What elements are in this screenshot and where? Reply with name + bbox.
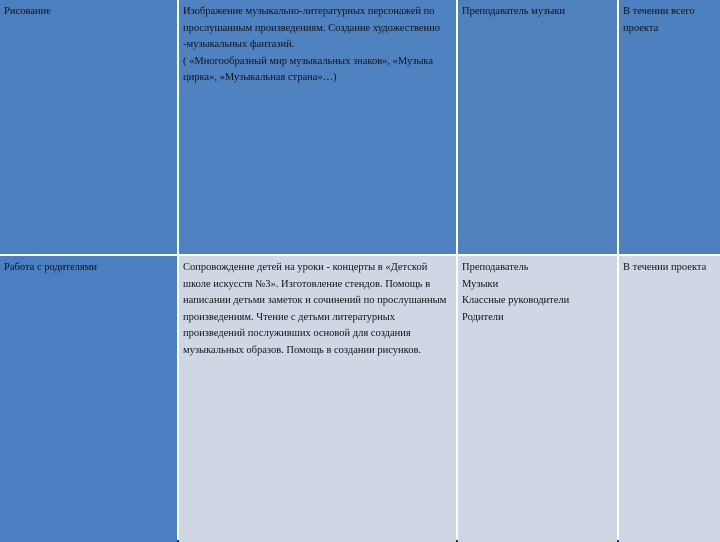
table-cell-description: Изображение музыкально-литературных персонажей по прослушанным произведениям. Создание художественно -музыкальных фантазий. ( «Многообразный мир музыкальных знаков», «Музыка цирка», «Музыкальная страна»…): [179, 0, 456, 254]
table-cell-period: В течении проекта: [619, 256, 720, 542]
table-cell-period: В течении всего проекта: [619, 0, 720, 254]
table-cell-activity: Работа с родителями: [0, 256, 177, 542]
table-cell-responsible: Преподаватель Музыки Классные руководители Родители: [458, 256, 617, 542]
table-cell-description: Сопровождение детей на уроки - концерты в «Детской школе искусств №3». Изготовление стендов. Помощь в написании детьми заметок и сочинений по прослушанным произведениям. Чтение с детьми литературных произведений послуживших основой для создания музыкальных образов. Помощь в создании рисунков.: [179, 256, 456, 542]
table-cell-responsible: Преподаватель музыки: [458, 0, 617, 254]
table-cell-activity: Рисование: [0, 0, 177, 254]
